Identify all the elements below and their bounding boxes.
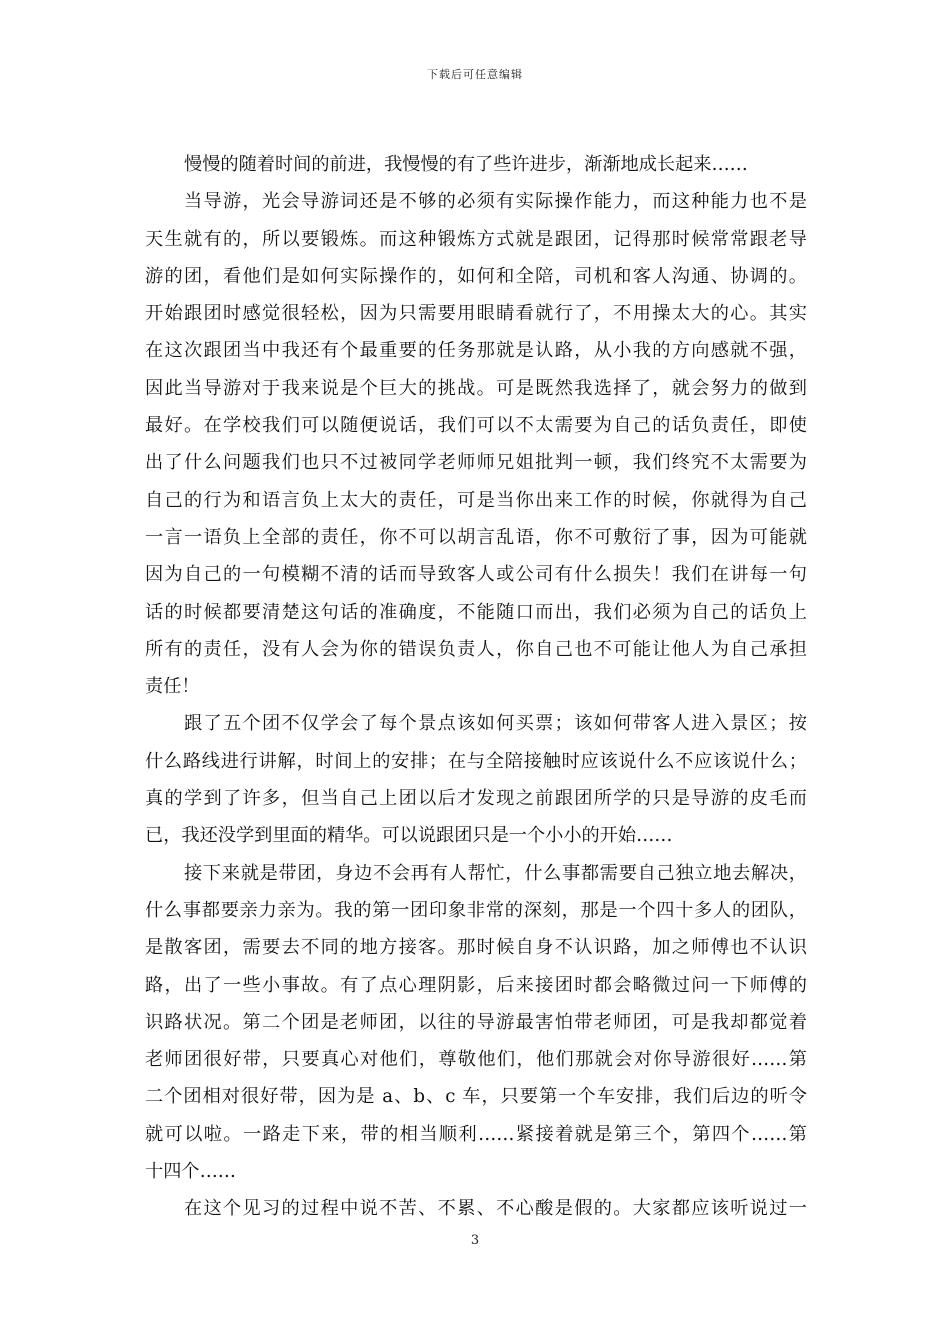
text-line: 接下来就是带团，身边不会再有人帮忙，什么事都需要自己独立地去解决， xyxy=(184,862,807,884)
text-line: 一言一语负上全部的责任，你不可以胡言乱语，你不可敷衍了事，因为可能就 xyxy=(145,526,807,548)
text-line: 游的团，看他们是如何实际操作的，如何和全陪，司机和客人沟通、协调的。 xyxy=(145,265,807,287)
text-line: 自己的行为和语言负上太大的责任，可是当你出来工作的时候，你就得为自己 xyxy=(145,489,807,511)
text-line: 所有的责任，没有人会为你的错误负责人，你自己也不可能让他人为自己承担 xyxy=(145,638,807,660)
text-line: 路，出了一些小事故。有了点心理阴影，后来接团时都会略微过问一下师傅的 xyxy=(145,974,807,996)
text-line: 最好。在学校我们可以随便说话，我们可以不太需要为自己的话负责任，即使 xyxy=(145,415,807,437)
text-line: 十四个…… xyxy=(145,1161,236,1183)
text-line: 因此当导游对于我来说是个巨大的挑战。可是既然我选择了，就会努力的做到 xyxy=(145,377,807,399)
text-line: 是散客团，需要去不同的地方接客。那时候自身不认识路，加之师傅也不认识 xyxy=(145,937,807,959)
text-line: 话的时候都要清楚这句话的准确度，不能随口而出，我们必须为自己的话负上 xyxy=(145,601,807,623)
text-line: 什么事都要亲力亲为。我的第一团印象非常的深刻，那是一个四十多人的团队， xyxy=(145,899,807,921)
text-line: 开始跟团时感觉很轻松，因为只需要用眼睛看就行了，不用操太大的心。其实 xyxy=(145,303,807,325)
text-line: 在这个见习的过程中说不苦、不累、不心酸是假的。大家都应该听说过一 xyxy=(184,1198,807,1220)
text-line: 二个团相对很好带，因为是 a、b、c 车，只要第一个车安排，我们后边的听令 xyxy=(145,1086,807,1108)
text-line: 责任！ xyxy=(145,676,200,698)
text-line: 跟了五个团不仅学会了每个景点该如何买票；该如何带客人进入景区；按 xyxy=(184,713,807,735)
text-line: 识路状况。第二个团是老师团，以往的导游最害怕带老师团，可是我却都觉着 xyxy=(145,1011,807,1033)
text-line: 出了什么问题我们也只不过被同学老师师兄姐批判一顿，我们终究不太需要为 xyxy=(145,452,807,474)
page-header: 下载后可任意编辑 xyxy=(427,68,523,81)
text-line: 就可以啦。一路走下来，带的相当顺利……紧接着就是第三个，第四个……第 xyxy=(145,1123,807,1145)
text-line: 什么路线进行讲解，时间上的安排；在与全陪接触时应该说什么不应该说什么； xyxy=(145,750,807,772)
text-line: 在这次跟团当中我还有个最重要的任务那就是认路，从小我的方向感就不强， xyxy=(145,340,807,362)
document-body xyxy=(145,146,807,1228)
text-line: 天生就有的，所以要锻炼。而这种锻炼方式就是跟团，记得那时候常常跟老导 xyxy=(145,228,807,250)
text-line: 老师团很好带，只要真心对他们，尊敬他们，他们那就会对你导游很好……第 xyxy=(145,1049,807,1071)
text-line: 真的学到了许多，但当自己上团以后才发现之前跟团所学的只是导游的皮毛而 xyxy=(145,788,807,810)
text-line: 已，我还没学到里面的精华。可以说跟团只是一个小小的开始…… xyxy=(145,825,673,847)
page-number: 3 xyxy=(470,1233,480,1248)
text-line: 当导游，光会导游词还是不够的必须有实际操作能力，而这种能力也不是 xyxy=(184,191,807,213)
text-line: 慢慢的随着时间的前进，我慢慢的有了些许进步，渐渐地成长起来…… xyxy=(184,154,748,175)
text-line: 因为自己的一句模糊不清的话而导致客人或公司有什么损失！我们在讲每一句 xyxy=(145,564,807,586)
